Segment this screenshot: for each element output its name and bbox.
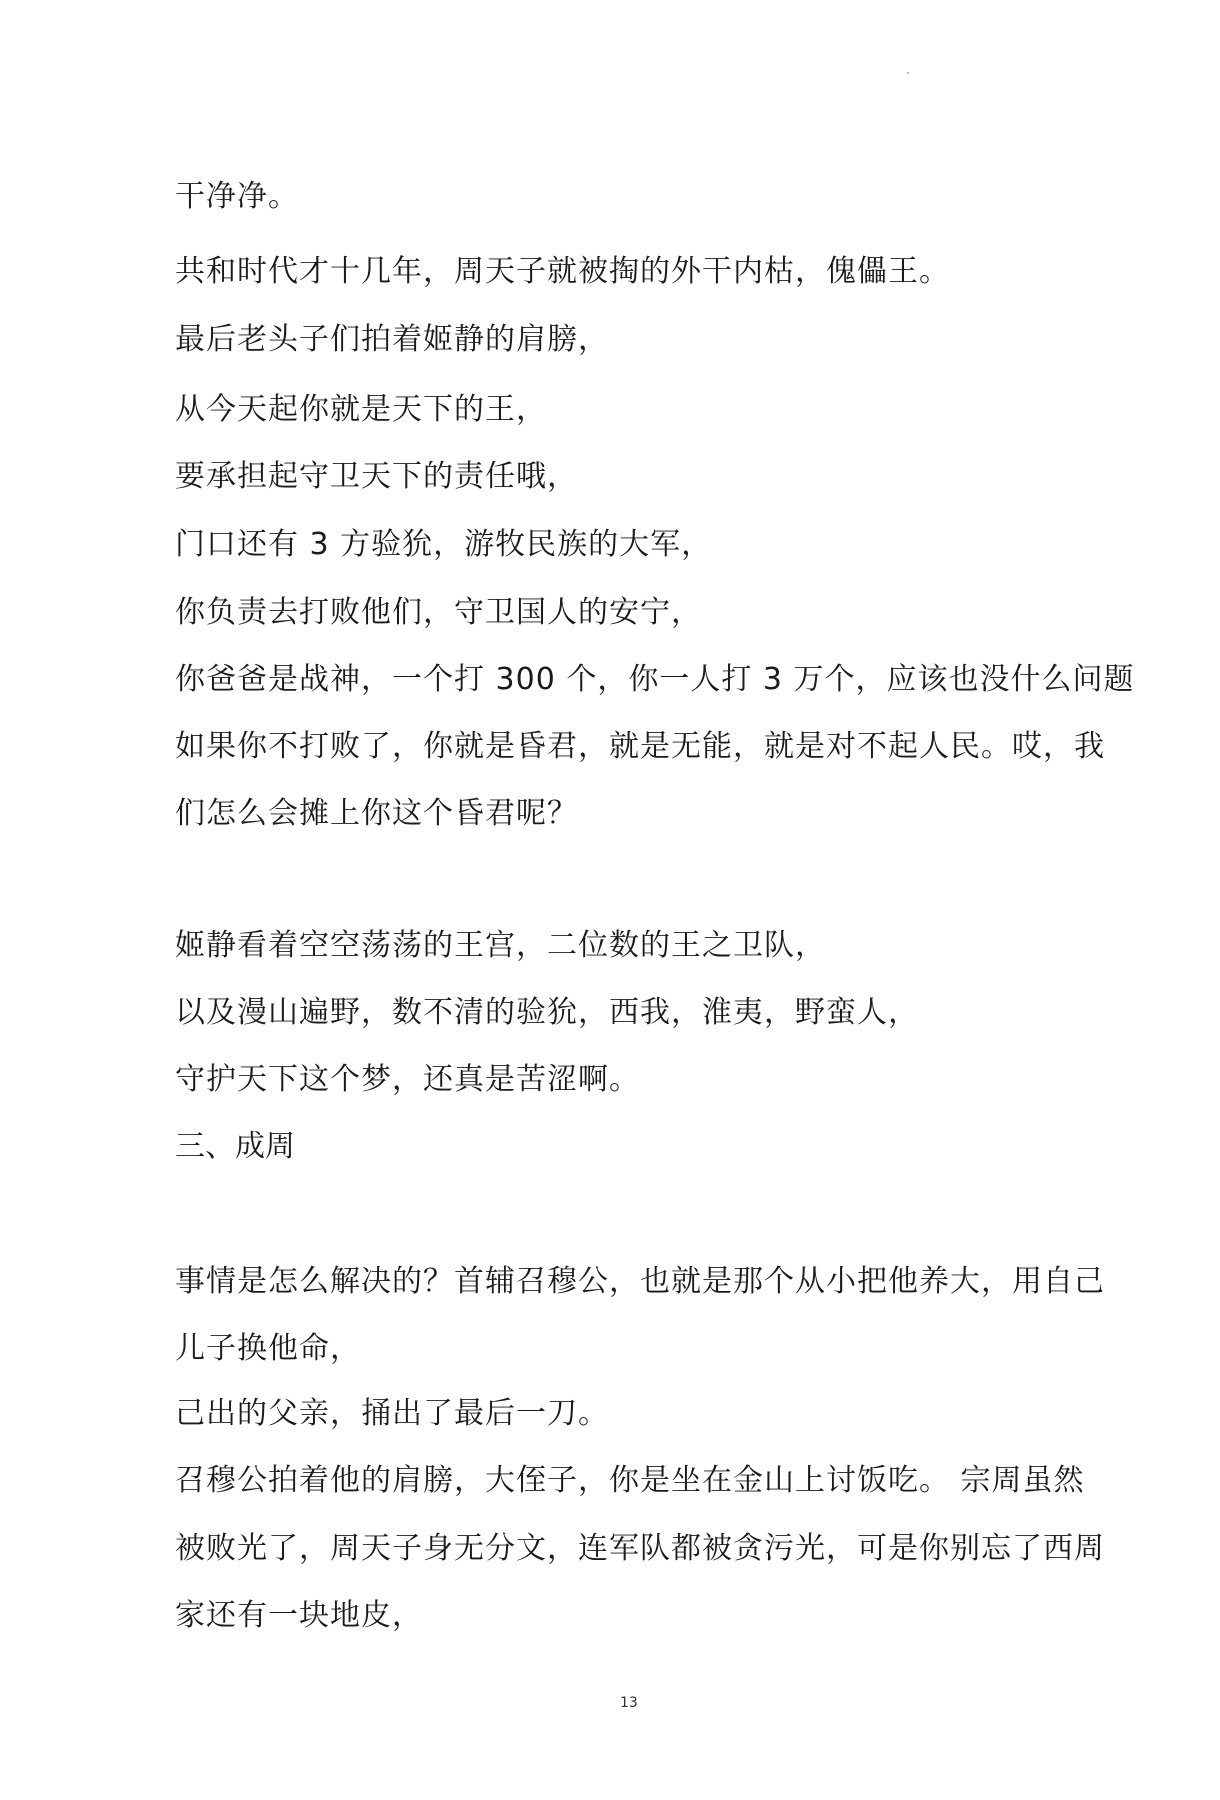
text-line: 事情是怎么解决的？首辅召穆公，也就是那个从小把他养大，用自己 (175, 1264, 1105, 1299)
text-line: 们怎么会摊上你这个昏君呢？ (175, 796, 578, 831)
text-line: 你爸爸是战神，一个打 300 个，你一人打 3 万个，应该也没什么问题 (175, 662, 1135, 697)
text-line: 最后老头子们拍着姬静的肩膀， (175, 322, 609, 357)
text-line: 门口还有 3 方验狁，游牧民族的大军， (175, 527, 713, 562)
text-line: 召穆公拍着他的肩膀，大侄子，你是坐在金山上讨饭吃。 宗周虽然 (175, 1463, 1085, 1498)
text-line: 如果你不打败了，你就是昏君，就是无能，就是对不起人民。哎，我 (175, 729, 1105, 764)
text-line: 干净净。 (175, 179, 299, 214)
text-line: 家还有一块地皮， (175, 1598, 423, 1633)
page-number: 13 (620, 1695, 638, 1711)
text-line: 以及漫山遍野，数不清的验狁，西我，淮夷，野蛮人， (175, 995, 919, 1030)
text-line: 从今天起你就是天下的王， (175, 392, 547, 427)
scan-speck (907, 72, 909, 74)
text-line: 己出的父亲，捅出了最后一刀。 (175, 1396, 609, 1431)
text-line: 姬静看着空空荡荡的王宫，二位数的王之卫队， (175, 928, 826, 963)
text-line: 要承担起守卫天下的责任哦， (175, 459, 578, 494)
text-line: 你负责去打败他们，守卫国人的安宁， (175, 595, 702, 630)
text-line: 儿子换他命， (175, 1331, 361, 1366)
section-heading: 三、成周 (175, 1129, 295, 1164)
text-line: 被败光了，周天子身无分文，连军队都被贪污光，可是你别忘了西周 (175, 1531, 1105, 1566)
text-line: 守护天下这个梦，还真是苦涩啊。 (175, 1062, 640, 1097)
text-line: 共和时代才十几年，周天子就被掏的外干内枯，傀儡王。 (175, 254, 950, 289)
